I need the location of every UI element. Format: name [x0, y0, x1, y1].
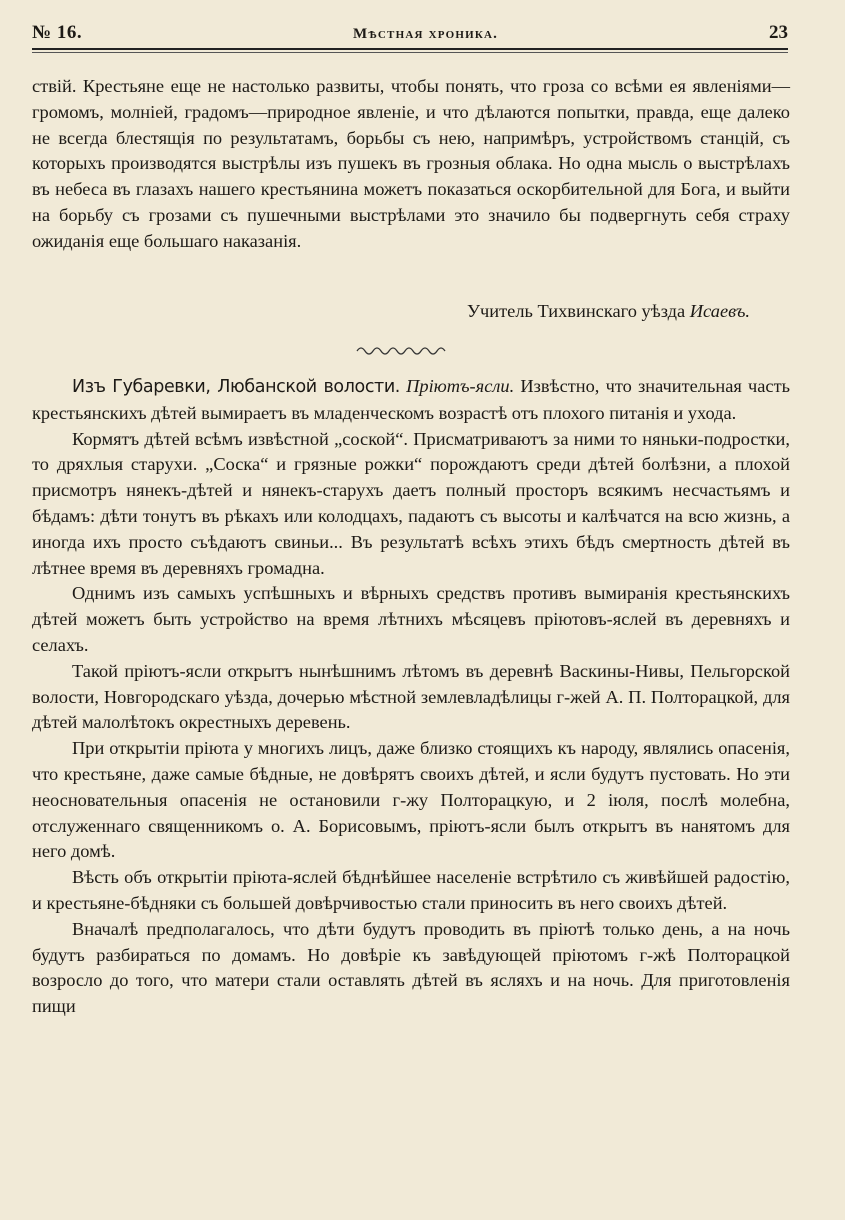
- running-header: [32, 22, 788, 50]
- article-2-text: [32, 374, 790, 1020]
- page-number: 23: [768, 22, 788, 43]
- article-2-paragraph-2: Однимъ изъ самыхъ успѣшныхъ и вѣрныхъ средствъ противъ вымиранія крестьянскихъ дѣтей можетъ быть устройство на время лѣтнихъ мѣсяцевъ пріютовъ-яслей въ деревняхъ и селахъ.: [32, 583, 790, 655]
- signature-name: Исаевъ.: [689, 301, 750, 321]
- article-1-text: [32, 74, 790, 255]
- section-divider-ornament: [355, 343, 447, 355]
- issue-number: № 16.: [32, 22, 83, 43]
- section-title: Мѣстная хроника.: [352, 26, 499, 42]
- article-2-subtitle: Пріютъ-ясли.: [406, 376, 515, 396]
- article-2-paragraph-6: Вначалѣ предполагалось, что дѣти будутъ проводить въ пріютѣ только день, а на ночь будутъ разбираться по домамъ. Но довѣріе къ завѣдующей пріютомъ г-жѣ Полторацкой возросло до того, что матери стали оставлять дѣтей въ ясляхъ и на ночь. Для приготовленія пищи: [32, 918, 790, 1017]
- article-2-intro: Извѣстно, что значительная часть крестьянскихъ дѣтей вымираетъ въ младенческомъ возрастѣ отъ плохого питанія и ухода.: [32, 376, 790, 423]
- article-2-lead: Изъ Губаревки, Любанской волости.: [72, 377, 400, 397]
- article-1-signature: [467, 301, 750, 322]
- article-2-intro-paragraph: [32, 374, 790, 427]
- article-2-paragraph-4: При открытіи пріюта у многихъ лицъ, даже близко стоящихъ къ народу, являлись опасенія, что крестьяне, даже самые бѣдные, не довѣрятъ своихъ дѣтей, и ясли будутъ пустовать. Но эти неосновательныя опасенія не остановили г-жу Полторацкую, и 2 іюля, послѣ молебна, отслуженнаго священникомъ о. А. Борисовымъ, пріютъ-ясли былъ открытъ въ нанятомъ для него домѣ.: [32, 738, 790, 862]
- article-2-paragraph-5: Вѣсть объ открытіи пріюта-яслей бѣднѣйшее населеніе встрѣтило съ живѣйшей радостію, и крестьяне-бѣдняки съ большей довѣрчивостью стали приносить въ него своихъ дѣтей.: [32, 867, 790, 913]
- article-2-paragraph-3: Такой пріютъ-ясли открытъ нынѣшнимъ лѣтомъ въ деревнѣ Васкины-Нивы, Пельгорской волости, Новгородскаго уѣзда, дочерью мѣстной землевладѣлицы г-жей А. П. Полторацкой, для дѣтей малолѣтокъ окрестныхъ деревень.: [32, 660, 790, 733]
- article-2-paragraph-1: Кормятъ дѣтей всѣмъ извѣстной „соской“. Присматриваютъ за ними то няньки-подростки, то дряхлыя старухи. „Соска“ и грязные рожки“ порождаютъ среди дѣтей болѣзни, а плохой присмотръ нянекъ-дѣтей и нянекъ-старухъ даетъ полный просторъ всякимъ несчастьямъ и бѣдамъ: дѣти тонутъ въ рѣкахъ или колодцахъ, падаютъ съ высоты и калѣчатся на всю жизнь, а иногда ихъ просто съѣдаютъ свиньи... Въ результатѣ всѣхъ этихъ бѣдъ смертность дѣтей въ лѣтнее время въ деревняхъ громадна.: [32, 428, 790, 578]
- article-1-paragraph: ствій. Крестьяне еще не настолько развиты, чтобы понять, что гроза со всѣми ея явленіями—громомъ, молніей, градомъ—природное явленіе, и что дѣлаются попытки, правда, еще далеко не всегда блестящія по результатамъ, борьбы съ нею, напримѣръ, устройствомъ станцій, съ которыхъ производятся выстрѣлы изъ пушекъ въ грозныя облака. Но одна мысль о выстрѣлахъ въ небеса въ глазахъ нашего крестьянина можетъ показаться оскорбительной для Бога, и выйти на борьбу съ грозами съ пушечными выстрѣлами это значило бы подвергнуть себя страху ожиданія еще большаго наказанія.: [32, 76, 790, 251]
- signature-role: Учитель Тихвинскаго уѣзда: [467, 301, 686, 321]
- header-rule: [32, 48, 788, 53]
